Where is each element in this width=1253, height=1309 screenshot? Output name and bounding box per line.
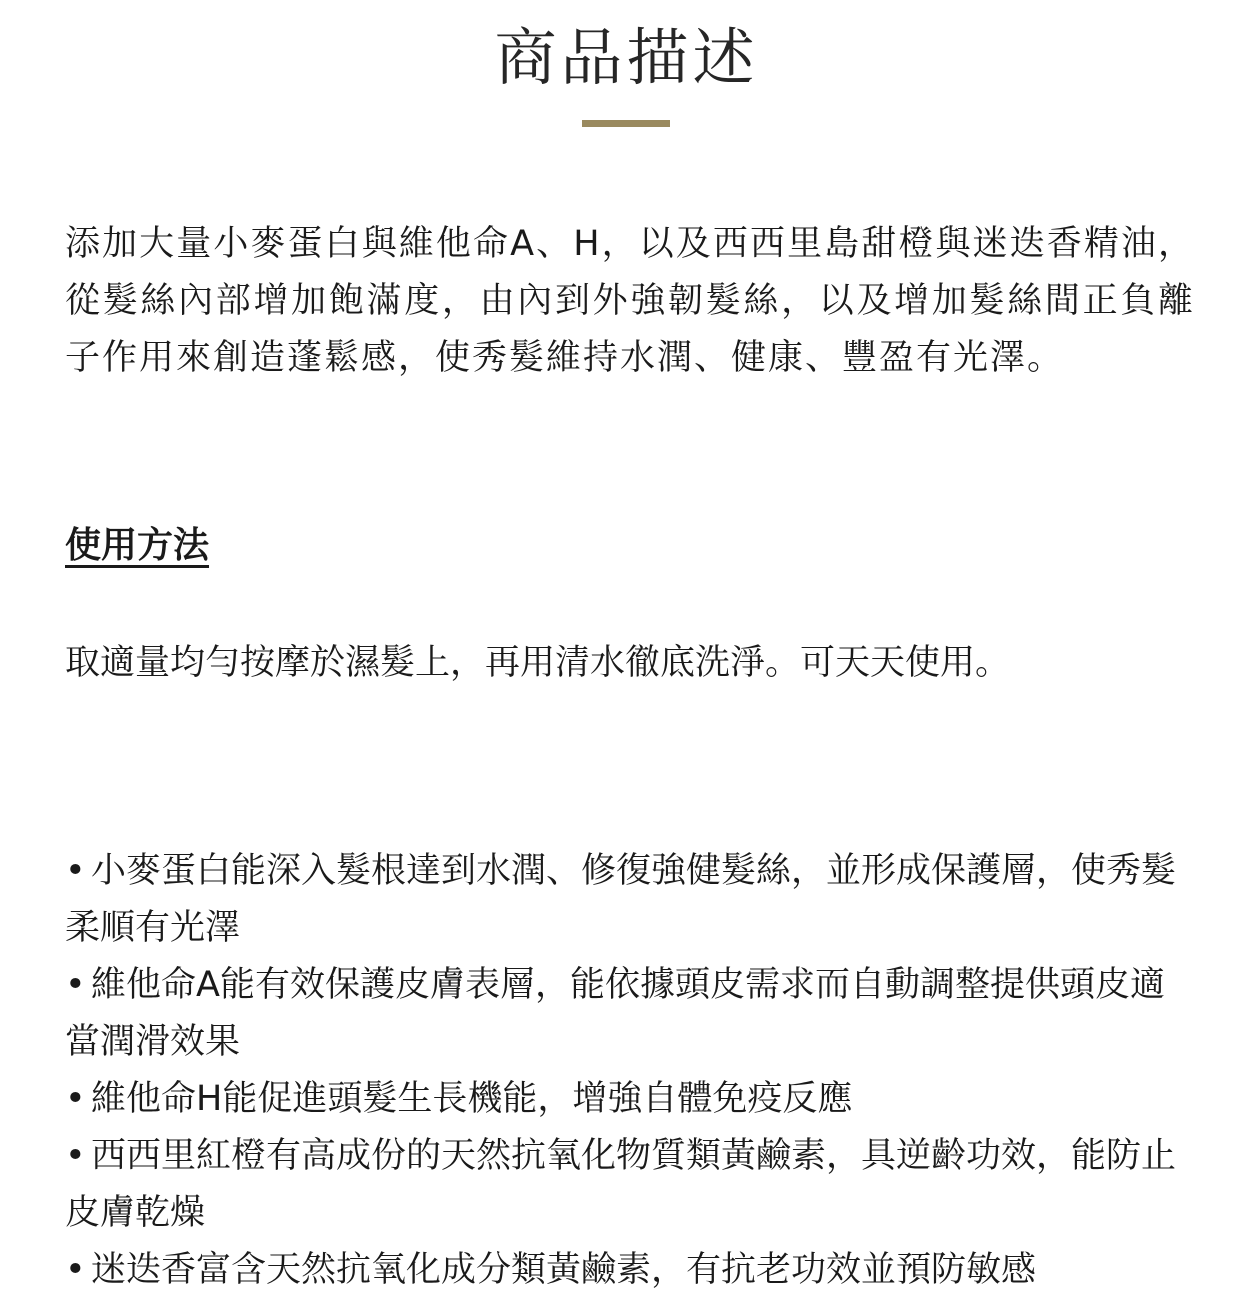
feature-item: [65, 843, 1195, 957]
bullet: •: [65, 851, 86, 891]
feature-text: 維他命H能促進頭髮生長機能，增強自體免疫反應: [91, 1079, 853, 1119]
usage-text: 取適量均勻按摩於濕髮上，再用清水徹底洗淨。可天天使用。: [65, 643, 1011, 683]
feature-item: [65, 1128, 1195, 1242]
feature-text: 小麥蛋白能深入髮根達到水潤、修復強健髮絲，並形成保護層，使秀髮柔順有光澤: [65, 851, 1177, 948]
feature-item: [65, 1071, 1195, 1128]
bullet: •: [65, 1079, 86, 1119]
feature-item: [65, 1242, 1195, 1299]
page-title: 商品描述: [494, 21, 759, 94]
intro-paragraph: 添加大量小麥蛋白與維他命A、H，以及西西里島甜橙與迷迭香精油，從髮絲內部增加飽滿度，由內到外強韌髮絲，以及增加髮絲間正負離子作用來創造蓬鬆感，使秀髮維持水潤、健康、豐盈有光澤。: [65, 224, 1195, 378]
usage-heading: 使用方法: [65, 525, 210, 566]
feature-text: 維他命A能有效保護皮膚表層，能依據頭皮需求而自動調整提供頭皮適當潤滑效果: [65, 965, 1165, 1062]
title-divider: [582, 120, 670, 127]
bullet: •: [65, 1136, 86, 1176]
feature-text: 迷迭香富含天然抗氧化成分類黃鹼素，有抗老功效並預防敏感: [91, 1250, 1037, 1290]
feature-text: 西西里紅橙有高成份的天然抗氧化物質類黃鹼素，具逆齡功效，能防止皮膚乾燥: [65, 1136, 1177, 1233]
bullet: •: [65, 965, 86, 1005]
feature-list: [65, 843, 1195, 1299]
bullet: •: [65, 1250, 86, 1290]
feature-item: [65, 957, 1195, 1071]
